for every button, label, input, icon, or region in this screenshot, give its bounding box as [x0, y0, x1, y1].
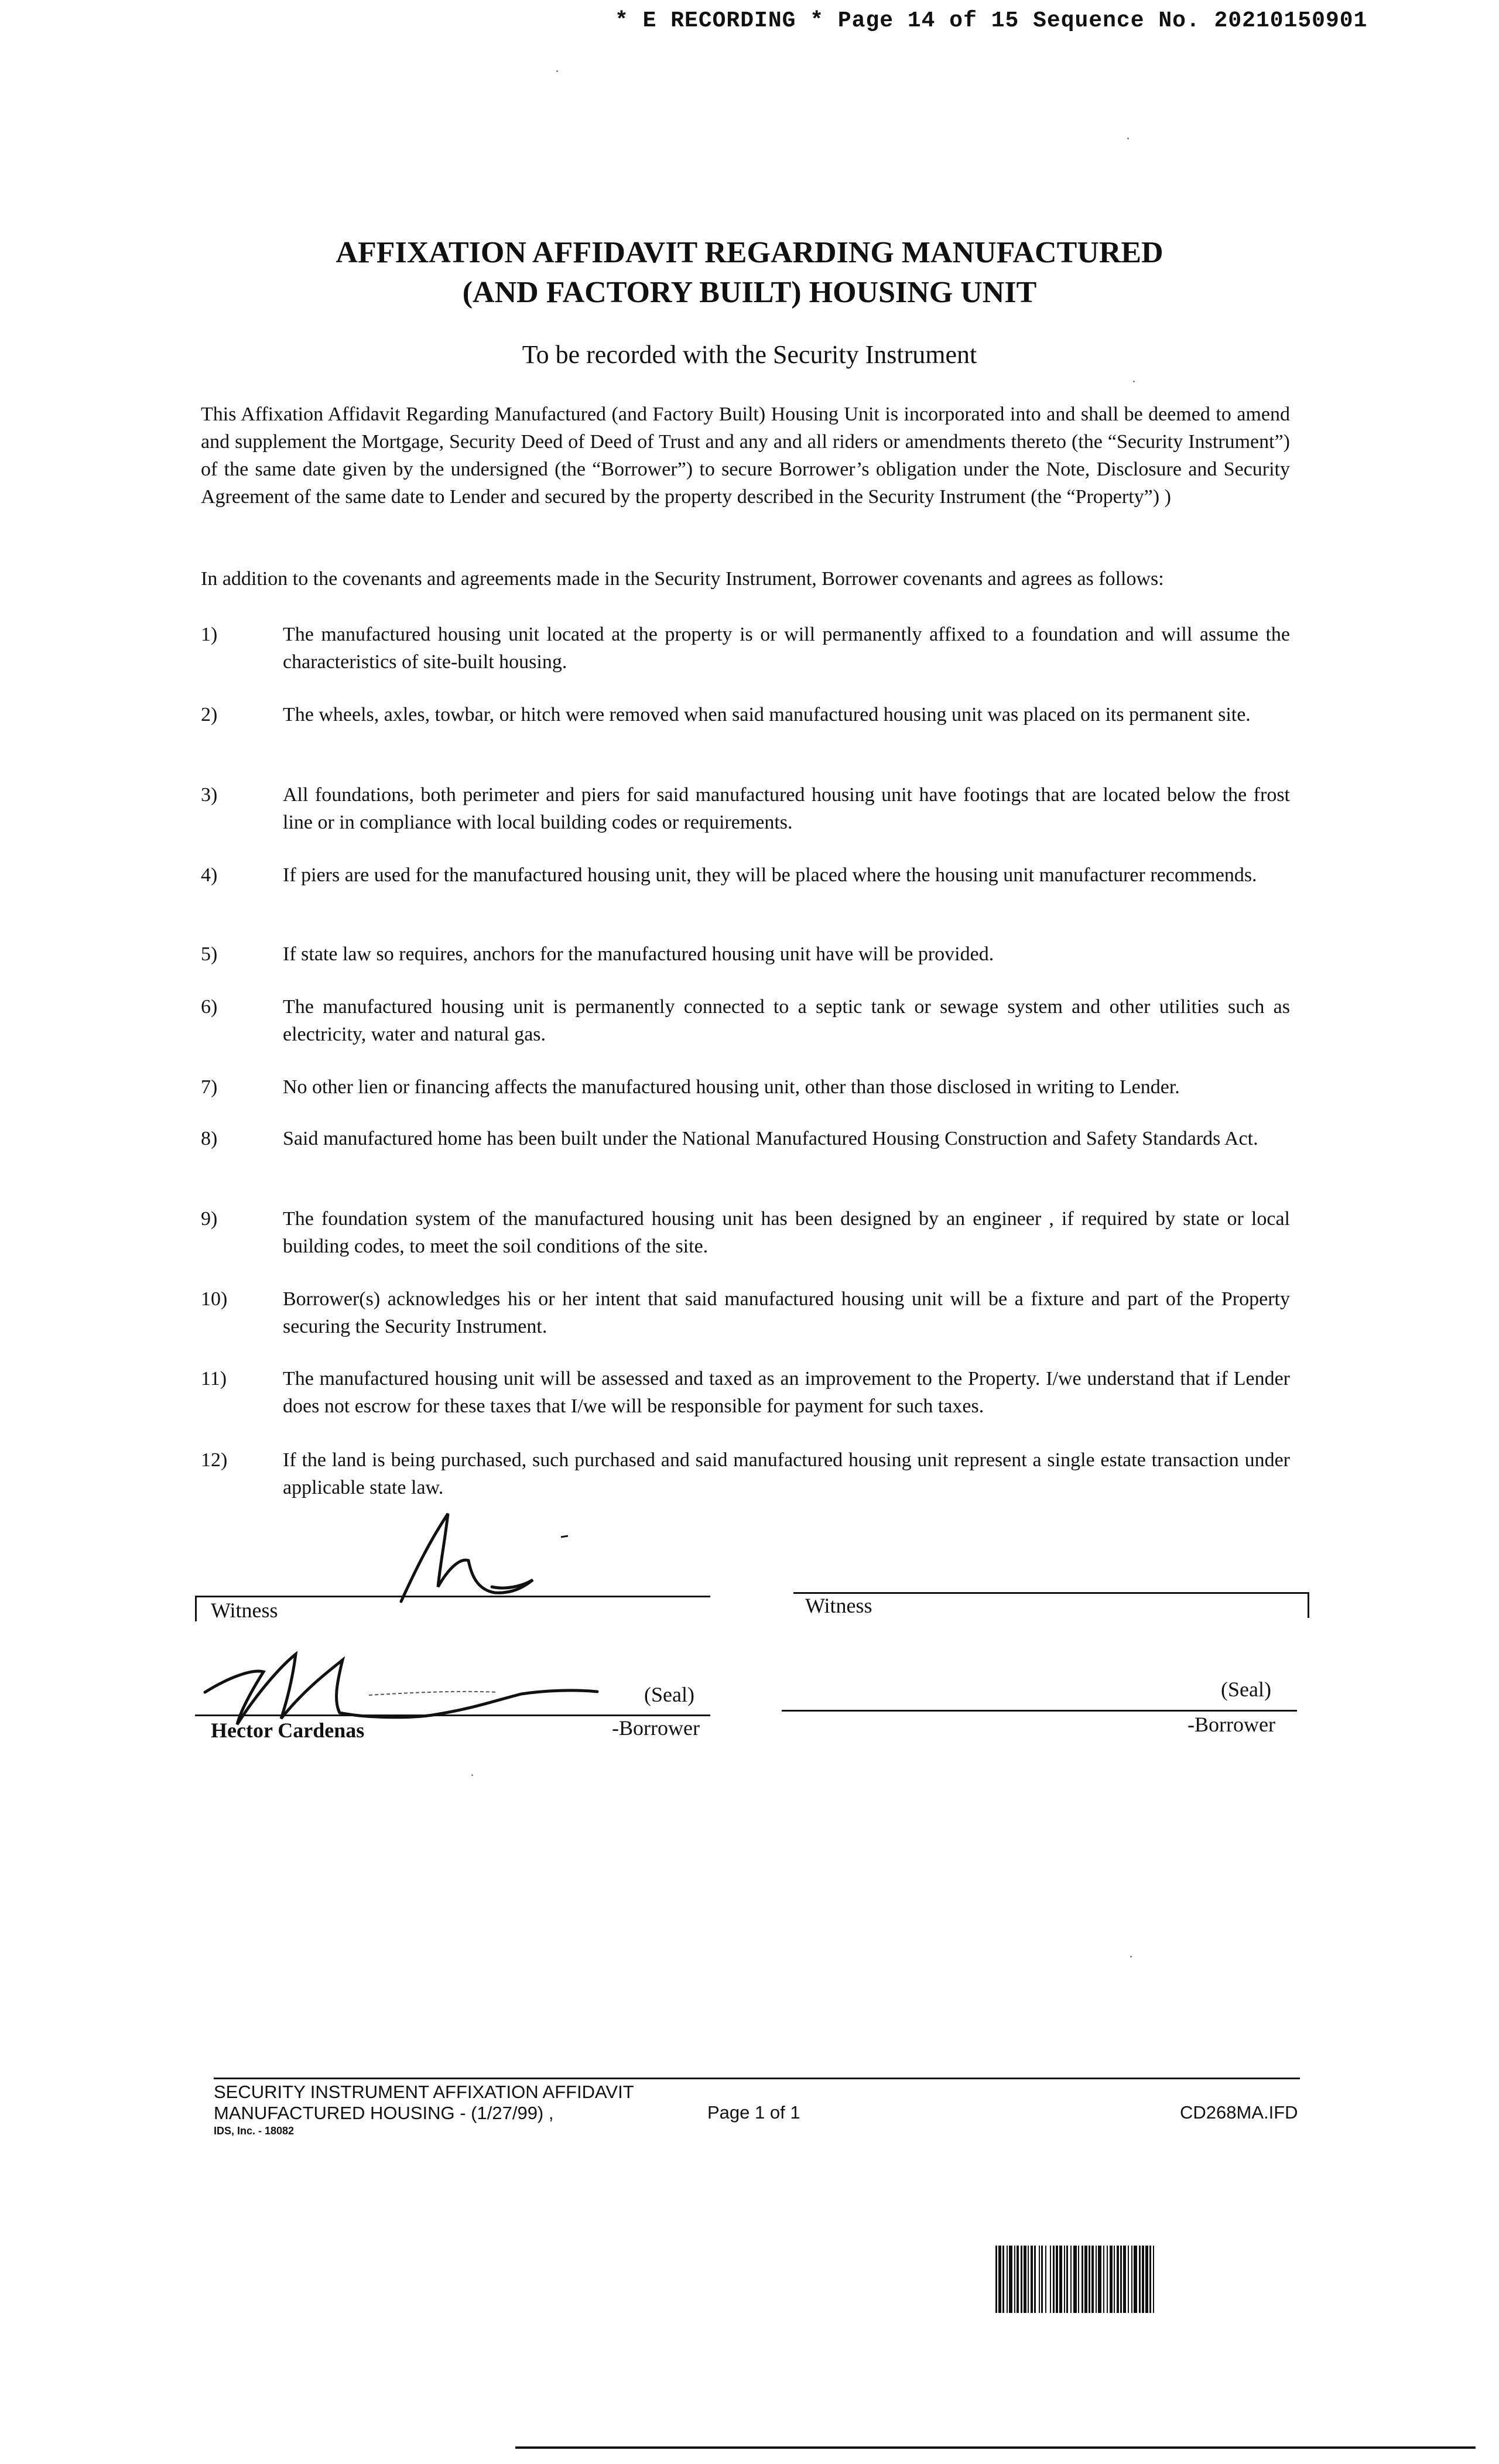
list-item — [201, 1205, 1290, 1260]
barcode-bar — [1103, 2246, 1104, 2313]
barcode-bar — [1117, 2246, 1119, 2313]
item-number: 5) — [201, 943, 218, 965]
barcode-bar — [1073, 2246, 1077, 2313]
barcode-bar — [1031, 2246, 1033, 2313]
item-number: 4) — [201, 864, 218, 886]
witness-left-line — [195, 1596, 710, 1597]
witness-left-label: Witness — [211, 1599, 278, 1622]
barcode-bar — [1064, 2246, 1065, 2313]
barcode-bar — [1123, 2246, 1126, 2313]
item-text: No other lien or financing affects the manufactured housing unit, other than those disclosed in writing to Lender. — [283, 1076, 1180, 1098]
scan-speck — [1130, 1956, 1132, 1957]
witness-signature-image — [375, 1505, 597, 1610]
footer-form-info — [214, 2082, 741, 2138]
barcode-bar — [1139, 2246, 1141, 2313]
barcode-bar — [1017, 2246, 1019, 2313]
barcode-bar — [1028, 2246, 1029, 2313]
barcode-bar — [1066, 2246, 1068, 2313]
item-number: 9) — [201, 1208, 218, 1230]
barcode-bar — [1045, 2246, 1046, 2313]
barcode-bar — [1145, 2246, 1148, 2313]
item-text: If piers are used for the manufactured housing unit, they will be placed where the housing unit manufacturer recommends. — [283, 864, 1257, 886]
witness-left-bracket — [195, 1596, 197, 1621]
scan-speck — [556, 70, 558, 72]
barcode-image — [995, 2246, 1388, 2313]
document-title — [0, 233, 1499, 313]
barcode-bar — [1089, 2246, 1090, 2313]
footer-page: Page 1 of 1 — [707, 2102, 800, 2123]
barcode-bar — [1082, 2246, 1083, 2313]
barcode-bar — [1149, 2246, 1151, 2313]
barcode-bar — [1153, 2246, 1154, 2313]
item-text: The manufactured housing unit will be assessed and taxed as an improvement to the Property. I/we understand that if Lender does not escrow for these taxes that I/we will be responsible for payment for such taxes. — [283, 1368, 1290, 1417]
barcode-bar — [1059, 2246, 1062, 2313]
item-number: 1) — [201, 624, 218, 645]
list-item — [201, 1365, 1290, 1420]
barcode-bar — [1034, 2246, 1036, 2313]
barcode-bar — [1091, 2246, 1094, 2313]
item-number: 7) — [201, 1076, 218, 1098]
bottom-edge-rule — [515, 2446, 1476, 2449]
barcode-bar — [995, 2246, 997, 2313]
footer-form-line-1: SECURITY INSTRUMENT AFFIXATION AFFIDAVIT — [214, 2082, 634, 2102]
barcode-bar — [1078, 2246, 1079, 2313]
list-item — [201, 1446, 1290, 1501]
item-number: 11) — [201, 1368, 227, 1390]
item-text: If state law so requires, anchors for the manufactured housing unit have will be provided. — [283, 943, 994, 965]
scan-speck — [1127, 138, 1129, 139]
barcode-bar — [1107, 2246, 1108, 2313]
barcode-bar — [1096, 2246, 1097, 2313]
intro-paragraph: This Affixation Affidavit Regarding Manufactured (and Factory Built) Housing Unit is incorporated into and shall be deemed to amend and supplement the Mortgage, Security Deed of Deed of Trust and any and all riders or amendments thereto (the “Security Instrument”) of the same date given by the undersigned (the “Borrower”) to secure Borrower’s obligation under the Note, Disclosure and Security Agreement of the same date to Lender and secured by the property described in the Security Instrument (the “Property”) ) — [201, 403, 1290, 508]
barcode-bar — [1120, 2246, 1122, 2313]
title-line-1: AFFIXATION AFFIDAVIT REGARDING MANUFACTURED — [336, 236, 1163, 269]
barcode-bar — [1142, 2246, 1144, 2313]
borrower-left-label: -Borrower — [612, 1716, 700, 1740]
footer-form-line-2: MANUFACTURED HOUSING - (1/27/99) , — [214, 2103, 554, 2123]
barcode-bar — [1070, 2246, 1072, 2313]
list-item — [201, 781, 1290, 836]
item-text: The foundation system of the manufactured housing unit has been designed by an engineer , if required by state or local building codes, to meet the soil conditions of the site. — [283, 1208, 1290, 1257]
seal-right-label: (Seal) — [1221, 1678, 1271, 1701]
list-item — [201, 1073, 1290, 1101]
list-item — [201, 701, 1290, 728]
witness-right-label: Witness — [805, 1594, 872, 1617]
item-text: All foundations, both perimeter and piers for said manufactured housing unit have footings that are located below the frost line or in compliance with local building codes or requirements. — [283, 784, 1290, 833]
borrower-right-line — [782, 1710, 1297, 1712]
item-text: If the land is being purchased, such purchased and said manufactured housing unit represent a single estate transaction under applicable state law. — [283, 1449, 1290, 1498]
list-item — [201, 940, 1290, 968]
item-number: 2) — [201, 704, 218, 725]
barcode-bar — [1098, 2246, 1101, 2313]
scan-speck — [1133, 381, 1135, 382]
item-number: 8) — [201, 1128, 218, 1149]
title-line-2: (AND FACTORY BUILT) HOUSING UNIT — [462, 276, 1037, 309]
scan-speck — [471, 1774, 473, 1776]
barcode-bar — [1114, 2246, 1115, 2313]
barcode-bar — [1009, 2246, 1012, 2313]
barcode-bar — [1110, 2246, 1113, 2313]
barcode-bar — [1084, 2246, 1087, 2313]
list-item — [201, 1285, 1290, 1340]
footer-form-code: CD268MA.IFD — [1180, 2102, 1298, 2123]
item-text: Borrower(s) acknowledges his or her intent that said manufactured housing unit will be a fixture and part of the Property securing the Security Instrument. — [283, 1288, 1290, 1337]
document-subtitle: To be recorded with the Security Instrument — [522, 340, 977, 369]
item-text: The manufactured housing unit located at the property is or will permanently affixed to a foundation and will assume the characteristics of site-built housing. — [283, 624, 1290, 673]
borrower-name: Hector Cardenas — [211, 1719, 365, 1742]
recording-header: * E RECORDING * Page 14 of 15 Sequence No. 20210150901 — [615, 8, 1368, 33]
barcode-bar — [1039, 2246, 1040, 2313]
footer-vendor: IDS, Inc. - 18082 — [214, 2125, 295, 2137]
barcode-bar — [1014, 2246, 1015, 2313]
barcode-bar — [1128, 2246, 1129, 2313]
barcode-bar — [998, 2246, 1001, 2313]
barcode-bar — [1134, 2246, 1137, 2313]
list-item — [201, 621, 1290, 676]
barcode-bar — [1024, 2246, 1026, 2313]
barcode-bar — [1021, 2246, 1022, 2313]
barcode-bar — [1131, 2246, 1132, 2313]
item-number: 6) — [201, 996, 218, 1018]
item-text: The manufactured housing unit is permanently connected to a septic tank or sewage system and other utilities such as electricity, water and natural gas. — [283, 996, 1290, 1045]
item-number: 3) — [201, 784, 218, 806]
footer-rule — [214, 2078, 1300, 2079]
barcode-bar — [1041, 2246, 1043, 2313]
list-item — [201, 861, 1290, 889]
list-item — [201, 1125, 1290, 1152]
seal-left-label: (Seal) — [644, 1683, 694, 1706]
barcode-bar — [1053, 2246, 1055, 2313]
item-text: The wheels, axles, towbar, or hitch were removed when said manufactured housing unit was placed on its permanent site. — [283, 704, 1251, 725]
barcode-bar — [1050, 2246, 1051, 2313]
barcode-bar — [1002, 2246, 1004, 2313]
barcode-bar — [1007, 2246, 1008, 2313]
item-number: 12) — [201, 1449, 228, 1471]
witness-right-bracket — [1308, 1592, 1309, 1618]
item-text: Said manufactured home has been built under the National Manufactured Housing Construction and Safety Standards Act. — [283, 1128, 1258, 1149]
list-item — [201, 993, 1290, 1048]
barcode-bar — [1056, 2246, 1058, 2313]
covenants-lead: In addition to the covenants and agreements made in the Security Instrument, Borrower covenants and agrees as follows: — [201, 568, 1164, 590]
borrower-signature-image — [193, 1637, 627, 1730]
borrower-right-label: -Borrower — [1187, 1713, 1275, 1736]
item-number: 10) — [201, 1288, 228, 1310]
